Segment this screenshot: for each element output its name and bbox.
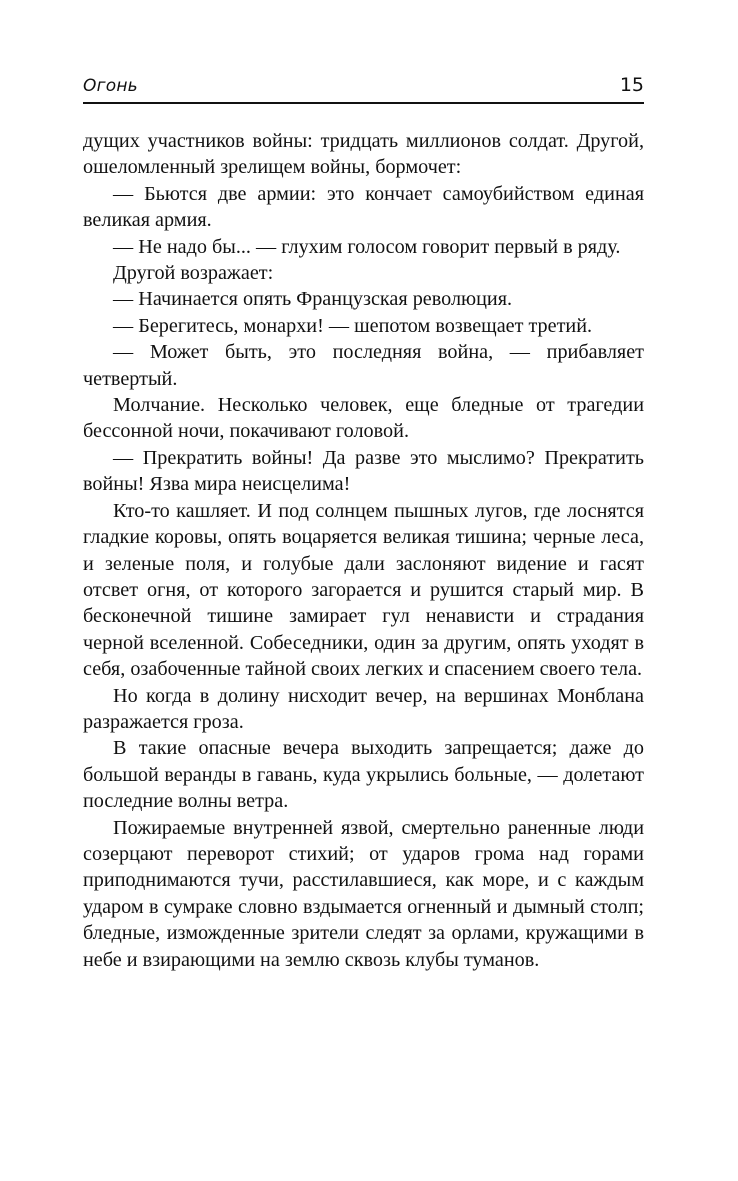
book-page <box>83 70 644 973</box>
body-text <box>83 128 644 973</box>
paragraph: — Не надо бы... — глухим голосом говорит первый в ряду. <box>113 235 621 258</box>
paragraph: Другой возражает: <box>113 262 274 285</box>
running-title: Огонь <box>83 76 138 96</box>
paragraph: Но когда в долину нисходит вечер, на вершинах Монблана разражается гроза. <box>83 684 644 733</box>
page-header <box>83 70 644 104</box>
paragraph: дущих участников войны: тридцать миллионов солдат. Другой, ошеломленный зрелищем войны, бормочет: <box>83 130 644 179</box>
paragraph: — Может быть, это последняя война, — прибавляет четвертый. <box>83 341 644 390</box>
paragraph: Молчание. Несколько человек, еще бледные от трагедии бессонной ночи, покачивают головой. <box>83 394 644 443</box>
paragraph: Кто-то кашляет. И под солнцем пышных лугов, где лоснятся гладкие коровы, опять воцаряется великая тишина; черные леса, и зеленые поля, и голубые дали заслоняют видение и гасят отсвет огня, от которого загорается и рушится старый мир. В бесконечной тишине замирает гул ненависти и страдания черной вселенной. Собеседники, один за другим, опять уходят в себя, озабоченные тайной своих легких и спасением своего тела. <box>83 499 644 681</box>
paragraph: — Берегитесь, монархи! — шепотом возвещает третий. <box>113 314 593 337</box>
paragraph: — Прекратить войны! Да разве это мыслимо? Прекратить войны! Язва мира неисцелима! <box>83 446 644 496</box>
paragraph: Пожираемые внутренней язвой, смертельно раненные люди созерцают переворот стихий; от ударов грома над горами приподнимаются тучи, расстилавшиеся, как море, и с каждым ударом в сумраке словно вздымается огненный и дымный столп; бледные, изможденные зрители следят за орлами, кружащими в небе и взирающими на землю сквозь клубы туманов. <box>83 816 644 971</box>
paragraph: — Бьются две армии: это кончает самоубийством единая великая армия. <box>83 182 644 232</box>
page-number: 15 <box>619 74 644 96</box>
paragraph: — Начинается опять Французская революция. <box>113 288 513 311</box>
paragraph: В такие опасные вечера выходить запрещается; даже до большой веранды в гавань, куда укрылись больные, — долетают последние волны ветра. <box>83 737 644 813</box>
